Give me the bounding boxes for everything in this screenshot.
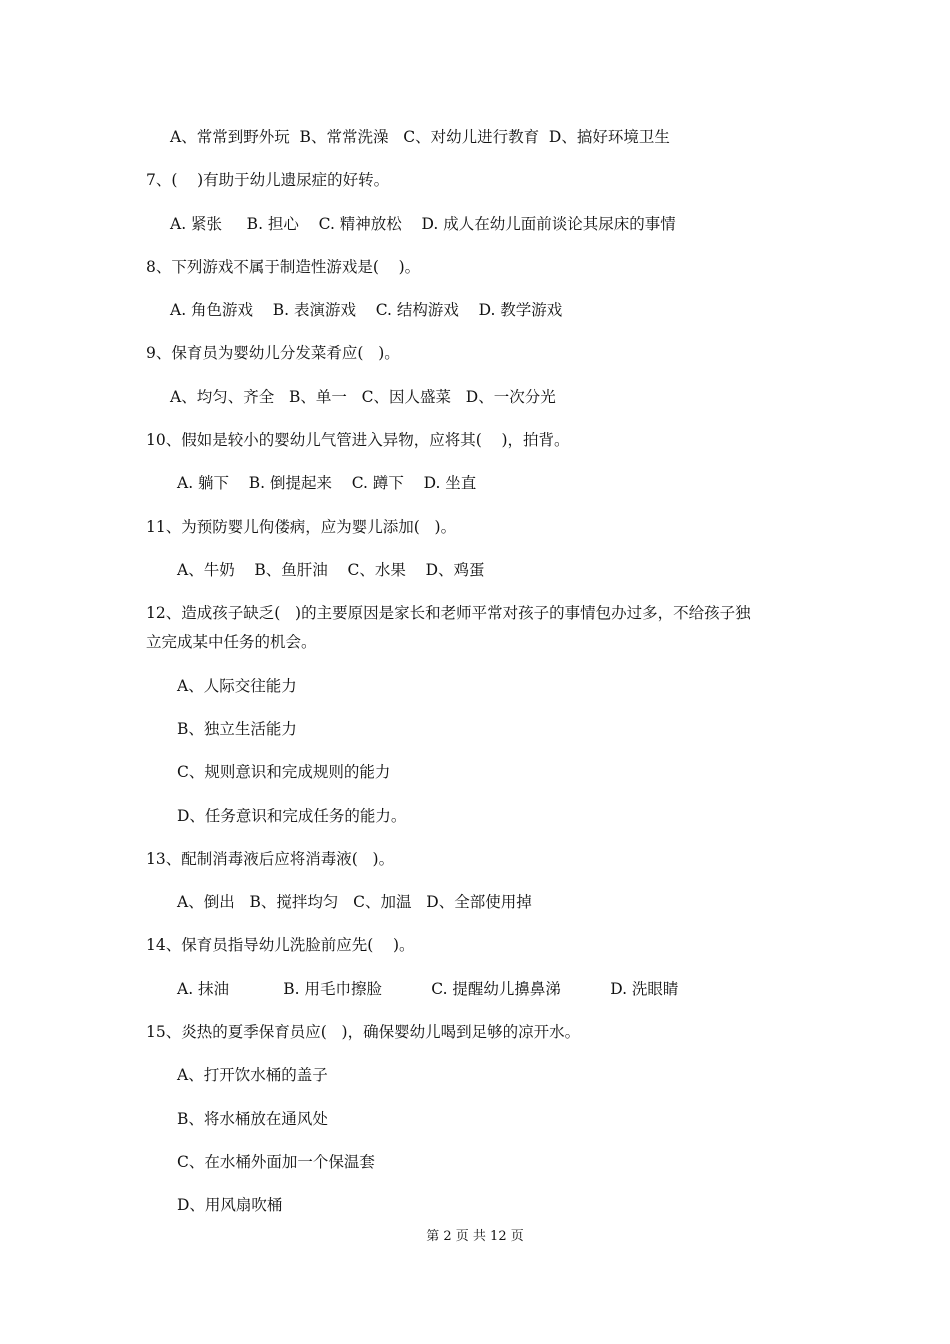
q12-stem-line2: 立完成某中任务的机会。 xyxy=(146,633,317,651)
q15-option-a: A、打开饮水桶的盖子 xyxy=(177,1066,328,1084)
q15-option-c: C、在水桶外面加一个保温套 xyxy=(177,1153,375,1171)
q12-option-a: A、人际交往能力 xyxy=(177,677,297,695)
q11-stem: 11、为预防婴儿佝偻病，应为婴儿添加( )。 xyxy=(146,518,457,536)
q13-options: A、倒出 B、搅拌均匀 C、加温 D、全部使用掉 xyxy=(177,893,532,911)
page-footer: 第 2 页 共 12 页 xyxy=(426,1229,524,1244)
q12-option-c: C、规则意识和完成规则的能力 xyxy=(177,763,391,781)
q14-stem: 14、保育员指导幼儿洗脸前应先( )。 xyxy=(146,936,415,954)
q14-options: A. 抹油 B. 用毛巾擦脸 C. 提醒幼儿擤鼻涕 D. 洗眼睛 xyxy=(177,980,679,998)
q12-option-b: B、独立生活能力 xyxy=(177,720,297,738)
q9-options: A、均匀、齐全 B、单一 C、因人盛菜 D、一次分光 xyxy=(170,388,556,406)
q15-stem: 15、炎热的夏季保育员应( )，确保婴幼儿喝到足够的凉开水。 xyxy=(146,1023,581,1041)
q13-stem: 13、配制消毒液后应将消毒液( )。 xyxy=(146,850,395,868)
q10-stem: 10、假如是较小的婴幼儿气管进入异物，应将其( )，拍背。 xyxy=(146,431,570,449)
q8-stem: 8、下列游戏不属于制造性游戏是( )。 xyxy=(146,258,421,276)
q7-options: A. 紧张 B. 担心 C. 精神放松 D. 成人在幼儿面前谈论其尿床的事情 xyxy=(170,215,676,233)
q12-option-d: D、任务意识和完成任务的能力。 xyxy=(177,807,407,825)
q10-options: A. 躺下 B. 倒提起来 C. 蹲下 D. 坐直 xyxy=(177,474,477,492)
q9-stem: 9、保育员为婴幼儿分发菜肴应( )。 xyxy=(146,344,400,362)
q7-stem: 7、( )有助于幼儿遗尿症的好转。 xyxy=(146,171,390,189)
q6-options: A、常常到野外玩 B、常常洗澡 C、对幼儿进行教育 D、搞好环境卫生 xyxy=(170,128,670,146)
q15-option-d: D、用风扇吹桶 xyxy=(177,1196,283,1214)
q12-stem-line1: 12、造成孩子缺乏( )的主要原因是家长和老师平常对孩子的事情包办过多，不给孩子独 xyxy=(146,604,751,622)
q8-options: A. 角色游戏 B. 表演游戏 C. 结构游戏 D. 教学游戏 xyxy=(170,301,563,319)
q11-options: A、牛奶 B、鱼肝油 C、水果 D、鸡蛋 xyxy=(177,561,485,579)
q15-option-b: B、将水桶放在通风处 xyxy=(177,1110,328,1128)
